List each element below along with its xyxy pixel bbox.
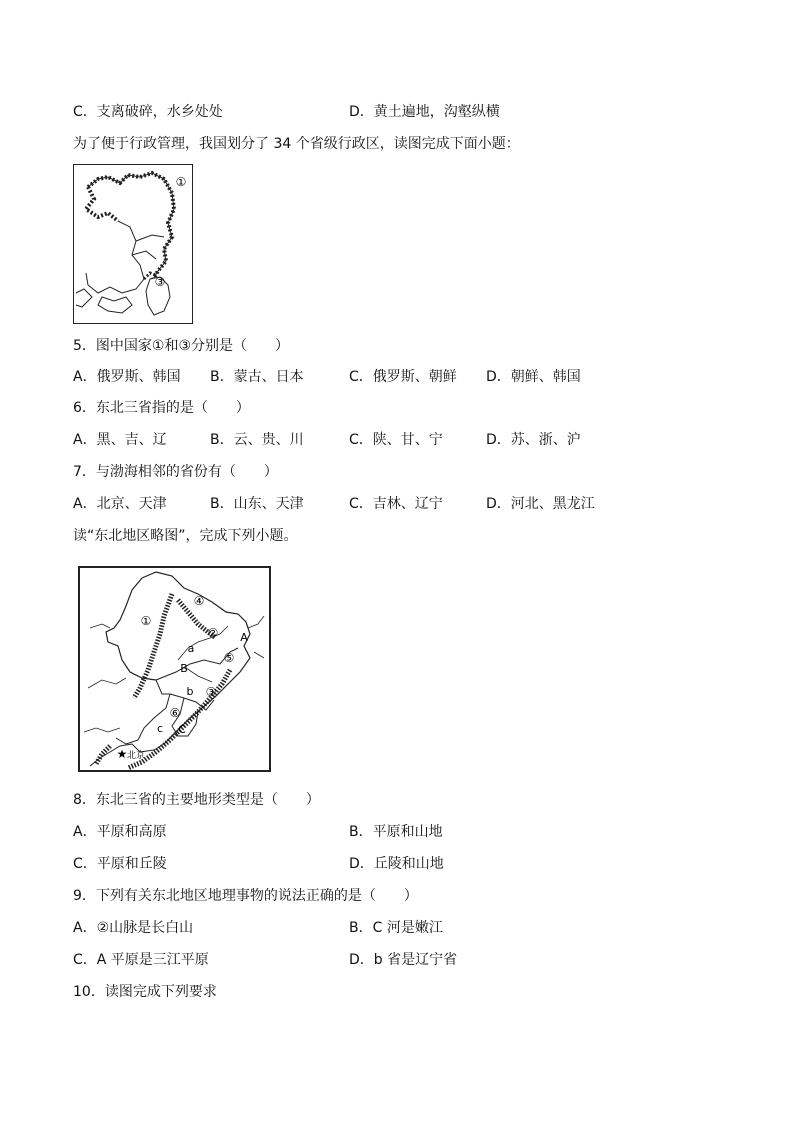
q9-option-c: C．A 平原是三江平原	[73, 952, 209, 968]
q6-option-c: C．陕、甘、宁	[349, 432, 443, 448]
q6-option-d: D．苏、浙、沪	[486, 432, 581, 448]
q5-option-d: D．朝鲜、韩国	[486, 369, 581, 385]
map1-label-3: ③	[154, 275, 166, 289]
map2-label-C: C	[178, 723, 186, 736]
q6-option-b: B．云、贵、川	[210, 432, 304, 448]
q7-stem: 7．与渤海相邻的省份有（ ）	[73, 464, 278, 480]
q8-option-c: C．平原和丘陵	[73, 856, 167, 872]
map2-label-5: ⑤	[223, 651, 235, 665]
q8-stem: 8．东北三省的主要地形类型是（ ）	[73, 792, 320, 808]
intro-admin-divisions: 为了便于行政管理，我国划分了 34 个省级行政区，读图完成下面小题：	[73, 136, 520, 152]
map2-label-A: A	[240, 631, 248, 644]
q5-option-a: A．俄罗斯、韩国	[73, 369, 181, 385]
map-northeast-neighbors-drawing	[74, 165, 192, 323]
q7-option-b: B．山东、天津	[210, 496, 304, 512]
q9-option-d: D．b 省是辽宁省	[349, 952, 458, 968]
q6-stem: 6．东北三省指的是（ ）	[73, 400, 250, 416]
map2-label-c: c	[156, 722, 164, 735]
map2-label-B: B	[180, 662, 188, 675]
q7-option-d: D．河北、黑龙江	[486, 496, 595, 512]
prev-option-c: C．支离破碎，水乡处处	[73, 104, 223, 120]
prev-option-d: D．黄土遍地，沟壑纵横	[349, 104, 500, 120]
map1-label-1: ①	[175, 175, 187, 189]
q5-option-c: C．俄罗斯、朝鲜	[349, 369, 457, 385]
map2-label-1: ①	[140, 614, 152, 628]
q9-stem: 9．下列有关东北地区地理事物的说法正确的是（ ）	[73, 888, 418, 904]
q8-option-a: A．平原和高原	[73, 824, 167, 840]
capital-star-icon: ★	[116, 747, 128, 761]
map-northeast-region-drawing	[80, 568, 269, 770]
q7-option-c: C．吉林、辽宁	[349, 496, 443, 512]
map2-city-label: 北京	[126, 751, 146, 761]
map2-label-6: ⑥	[169, 706, 181, 720]
map2-label-3: ③	[205, 685, 217, 699]
q10-stem: 10．读图完成下列要求	[73, 984, 217, 1000]
map-northeast-region	[78, 566, 271, 772]
q8-option-b: B．平原和山地	[349, 824, 443, 840]
q7-option-a: A．北京、天津	[73, 496, 167, 512]
q5-option-b: B．蒙古、日本	[210, 369, 304, 385]
q9-option-a: A．②山脉是长白山	[73, 920, 194, 936]
q8-option-d: D．丘陵和山地	[349, 856, 444, 872]
q6-option-a: A．黑、吉、辽	[73, 432, 167, 448]
map-northeast-neighbors	[73, 164, 193, 324]
q5-stem: 5．图中国家①和③分别是（ ）	[73, 338, 290, 354]
map2-label-4: ④	[193, 594, 205, 608]
map2-label-b: b	[186, 685, 194, 698]
map2-label-2: ②	[207, 626, 219, 640]
q9-option-b: B．C 河是嫩江	[349, 920, 443, 936]
map2-label-a: a	[187, 642, 195, 655]
intro-northeast-map: 读“东北地区略图”，完成下列小题。	[73, 528, 298, 544]
